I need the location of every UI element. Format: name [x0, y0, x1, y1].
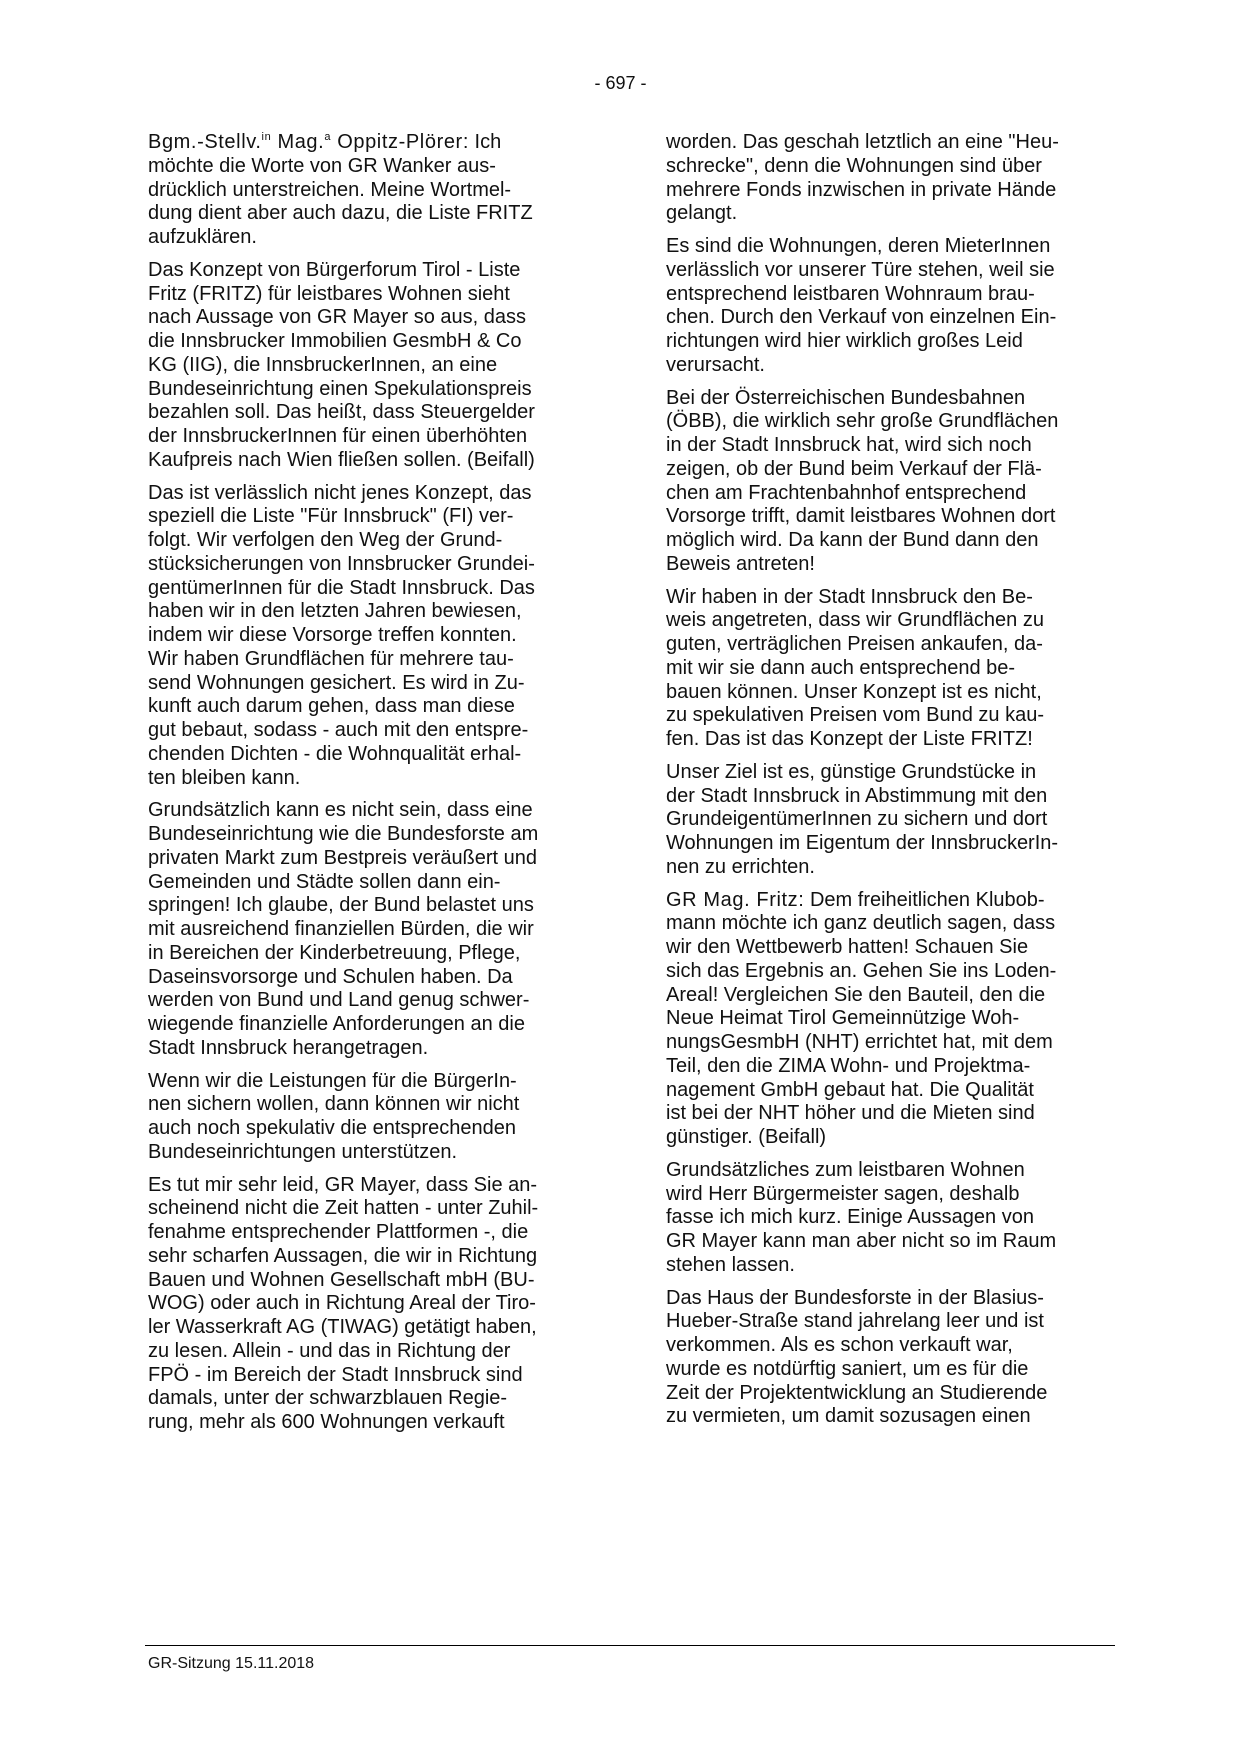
- text-line: drücklich unterstreichen. Meine Wortmel-: [148, 178, 512, 201]
- text-line: chen. Durch den Verkauf von einzelnen Ein-: [666, 306, 1057, 329]
- text-line: speziell die Liste "Für Innsbruck" (FI) ver-: [148, 505, 514, 528]
- text-line: mit wir sie dann auch entsprechend be-: [666, 656, 1016, 679]
- text-line: Areal! Vergleichen Sie den Bauteil, den die: [666, 983, 1046, 1006]
- text-line: nen sichern wollen, dann können wir nicht: [148, 1093, 520, 1116]
- text-line: ist bei der NHT höher und die Mieten sind: [666, 1102, 1035, 1125]
- text-line: Beweis antreten!: [666, 552, 815, 575]
- text-line: Neue Heimat Tirol Gemeinnützige Woh-: [666, 1007, 1020, 1030]
- text-line-rest: Dem freiheitlichen Klubob-: [804, 888, 1045, 911]
- text-line: rung, mehr als 600 Wohnungen verkauft: [148, 1411, 505, 1433]
- text-line: die Innsbrucker Immobilien GesmbH & Co: [148, 330, 522, 352]
- text-line: günstiger. (Beifall): [666, 1126, 827, 1148]
- text-line: nagement GmbH gebaut hat. Die Qualität: [666, 1078, 1034, 1101]
- text-line: nach Aussage von GR Mayer so aus, dass: [148, 306, 526, 329]
- text-line: in Bereichen der Kinderbetreuung, Pflege,: [148, 941, 521, 964]
- text-line: nen zu errichten.: [666, 855, 815, 878]
- paragraph: [666, 1287, 1126, 1430]
- text-line: Das ist verlässlich nicht jenes Konzept, das: [148, 481, 532, 504]
- text-line: gelangt.: [666, 202, 738, 225]
- text-line: zeigen, ob der Bund beim Verkauf der Flä-: [666, 457, 1042, 480]
- footer-divider: [145, 1645, 1115, 1646]
- speaker-name-part: Oppitz-Plörer:: [331, 131, 469, 153]
- text-line: richtungen wird hier wirklich großes Leid: [666, 330, 1023, 352]
- text-line: wird Herr Bürgermeister sagen, deshalb: [666, 1182, 1020, 1205]
- text-line: bezahlen soll. Das heißt, dass Steuergelder: [148, 401, 535, 424]
- text-line: der Stadt Innsbruck in Abstimmung mit den: [666, 784, 1048, 807]
- text-line: Wir haben Grundflächen für mehrere tau-: [148, 647, 514, 670]
- text-line: möchte die Worte von GR Wanker aus-: [148, 154, 496, 177]
- text-line: Bei der Österreichischen Bundesbahnen: [666, 386, 1026, 409]
- text-line: Kaufpreis nach Wien fließen sollen. (Beifall): [148, 448, 535, 471]
- paragraph: [148, 1174, 608, 1435]
- footer-session-date: GR-Sitzung 15.11.2018: [148, 1655, 315, 1672]
- text-line: Bundeseinrichtungen unterstützen.: [148, 1140, 458, 1163]
- text-line: mehrere Fonds inzwischen in private Hände: [666, 178, 1057, 201]
- text-line: entsprechend leistbaren Wohnraum brau-: [666, 282, 1035, 305]
- text-line: FPÖ - im Bereich der Stadt Innsbruck sind: [148, 1363, 523, 1386]
- speaker-title-superscript: in: [261, 131, 272, 143]
- text-line: stücksicherungen von Innsbrucker Grundei-: [148, 552, 535, 575]
- text-line: mann möchte ich ganz deutlich sagen, dass: [666, 912, 1056, 935]
- text-line: Gemeinden und Städte sollen dann ein-: [148, 870, 501, 893]
- text-line: GR Mayer kann man aber nicht so im Raum: [666, 1230, 1057, 1252]
- text-line: dung dient aber auch dazu, die Liste FRITZ: [148, 202, 533, 225]
- text-line: Vorsorge trifft, damit leistbares Wohnen dort: [666, 505, 1056, 528]
- speaker-name-part: Bgm.-Stellv.: [148, 131, 262, 153]
- text-line: KG (IIG), die InnsbruckerInnen, an eine: [148, 353, 498, 376]
- text-line: Fritz (FRITZ) für leistbares Wohnen sieht: [148, 282, 510, 305]
- text-line: haben wir in den letzten Jahren bewiesen,: [148, 600, 522, 623]
- text-line: zu spekulativen Preisen vom Bund zu kau-: [666, 704, 1044, 727]
- text-line: auch noch spekulativ die entsprechenden: [148, 1117, 517, 1139]
- text-line-rest: Ich: [468, 131, 502, 153]
- text-line: springen! Ich glaube, der Bund belastet uns: [148, 894, 534, 917]
- paragraph: [148, 799, 608, 1060]
- text-line: stehen lassen.: [666, 1253, 795, 1276]
- text-line: send Wohnungen gesichert. Es wird in Zu-: [148, 671, 525, 694]
- text-line: fasse ich mich kurz. Einige Aussagen von: [666, 1206, 1034, 1229]
- text-line: sehr scharfen Aussagen, die wir in Richtung: [148, 1244, 538, 1267]
- text-line: [666, 889, 1126, 913]
- text-line: wiegende finanzielle Anforderungen an die: [148, 1013, 525, 1035]
- text-line: GrundeigentümerInnen zu sichern und dort: [666, 808, 1048, 831]
- text-line: Grundsätzliches zum leistbaren Wohnen: [666, 1158, 1025, 1181]
- text-line: aufzuklären.: [148, 226, 257, 248]
- text-line: chen am Frachtenbahnhof entsprechend: [666, 481, 1027, 504]
- text-line: Zeit der Projektentwicklung an Studierende: [666, 1381, 1048, 1404]
- text-line: Bauen und Wohnen Gesellschaft mbH (BU-: [148, 1268, 535, 1291]
- speaker-name-part: GR Mag. Fritz:: [666, 888, 805, 911]
- page-number: - 697 -: [594, 73, 647, 93]
- text-line: Das Haus der Bundesforste in der Blasius-: [666, 1286, 1044, 1309]
- text-line: fen. Das ist das Konzept der Liste FRITZ!: [666, 728, 1033, 750]
- text-line: zu lesen. Allein - und das in Richtung der: [148, 1339, 511, 1362]
- paragraph: [666, 761, 1126, 880]
- text-line: Daseinsvorsorge und Schulen haben. Da: [148, 965, 513, 988]
- text-line: Das Konzept von Bürgerforum Tirol - Liste: [148, 258, 521, 281]
- speaker-name-part: Mag.: [271, 131, 325, 153]
- text-line: in der Stadt Innsbruck hat, wird sich noch: [666, 434, 1032, 456]
- paragraph: [666, 131, 1126, 226]
- text-line: Bundeseinrichtung einen Spekulationspreis: [148, 377, 532, 400]
- text-line: schrecke", denn die Wohnungen sind über: [666, 154, 1042, 177]
- text-line: Wenn wir die Leistungen für die BürgerIn-: [148, 1069, 517, 1092]
- text-line: worden. Das geschah letztlich an eine "Heu-: [666, 131, 1059, 153]
- text-line: damals, unter der schwarzblauen Regie-: [148, 1387, 508, 1410]
- speaker-name: [148, 131, 469, 153]
- paragraph: [666, 586, 1126, 752]
- text-line: Es tut mir sehr leid, GR Mayer, dass Sie an-: [148, 1173, 538, 1196]
- text-line: werden von Bund und Land genug schwer-: [148, 989, 530, 1012]
- text-line: möglich wird. Da kann der Bund dann den: [666, 529, 1039, 551]
- text-line: Teil, den die ZIMA Wohn- und Projektma-: [666, 1054, 1031, 1077]
- text-line: scheinend nicht die Zeit hatten - unter Zuhil-: [148, 1197, 539, 1220]
- text-line: Grundsätzlich kann es nicht sein, dass eine: [148, 799, 533, 822]
- text-line: [148, 131, 608, 155]
- speaker-name: [666, 889, 804, 911]
- paragraph: [666, 1159, 1126, 1278]
- text-line: indem wir diese Vorsorge treffen konnten.: [148, 624, 517, 646]
- text-line: Es sind die Wohnungen, deren MieterInnen: [666, 235, 1051, 257]
- text-line: sich das Ergebnis an. Gehen Sie ins Loden-: [666, 959, 1057, 982]
- text-line: fenahme entsprechender Plattformen -, die: [148, 1221, 529, 1243]
- text-line: verkommen. Als es schon verkauft war,: [666, 1334, 1013, 1356]
- text-line: (ÖBB), die wirklich sehr große Grundflächen: [666, 410, 1059, 433]
- text-line: zu vermieten, um damit sozusagen einen: [666, 1405, 1031, 1428]
- text-line: Hueber-Straße stand jahrelang leer und ist: [666, 1310, 1044, 1333]
- text-line: kunft auch darum gehen, dass man diese: [148, 695, 515, 718]
- text-line: Bundeseinrichtung wie die Bundesforste am: [148, 823, 539, 845]
- speaker-title-superscript: a: [324, 131, 332, 143]
- paragraph: [666, 387, 1126, 577]
- text-line: gentümerInnen für die Stadt Innsbruck. Das: [148, 576, 535, 599]
- text-line: nungsGesmbH (NHT) errichtet hat, mit dem: [666, 1031, 1053, 1053]
- text-line: wurde es notdürftig saniert, um es für die: [666, 1357, 1029, 1380]
- text-line: Unser Ziel ist es, günstige Grundstücke in: [666, 760, 1037, 783]
- text-line: verursacht.: [666, 353, 765, 376]
- text-line: mit ausreichend finanziellen Bürden, die wir: [148, 918, 534, 940]
- paragraph: [666, 889, 1126, 1150]
- text-line: der InnsbruckerInnen für einen überhöhten: [148, 425, 528, 447]
- text-line: wir den Wettbewerb hatten! Schauen Sie: [666, 936, 1029, 958]
- text-line: Wir haben in der Stadt Innsbruck den Be-: [666, 585, 1033, 608]
- text-line: weis angetreten, dass wir Grundflächen zu: [666, 609, 1044, 632]
- text-line: privaten Markt zum Bestpreis veräußert und: [148, 846, 538, 869]
- text-line: chenden Dichten - die Wohnqualität erhal-: [148, 742, 522, 765]
- paragraph: [148, 131, 608, 250]
- text-line: folgt. Wir verfolgen den Weg der Grund-: [148, 529, 503, 551]
- paragraph: [666, 235, 1126, 378]
- left-column: [148, 131, 608, 1444]
- text-line: bauen können. Unser Konzept ist es nicht,: [666, 680, 1042, 703]
- text-line: guten, verträglichen Preisen ankaufen, da-: [666, 633, 1043, 655]
- text-line: WOG) oder auch in Richtung Areal der Tiro-: [148, 1292, 536, 1315]
- text-line: ten bleiben kann.: [148, 766, 301, 789]
- text-line: ler Wasserkraft AG (TIWAG) getätigt haben,: [148, 1316, 537, 1338]
- text-line: verlässlich vor unserer Türe stehen, weil sie: [666, 258, 1055, 281]
- right-column: [666, 131, 1126, 1438]
- paragraph: [148, 482, 608, 791]
- paragraph: [148, 1070, 608, 1165]
- text-line: gut bebaut, sodass - auch mit den entspre-: [148, 719, 529, 741]
- paragraph: [148, 259, 608, 473]
- text-line: Stadt Innsbruck herangetragen.: [148, 1036, 429, 1059]
- text-line: Wohnungen im Eigentum der InnsbruckerIn-: [666, 832, 1059, 854]
